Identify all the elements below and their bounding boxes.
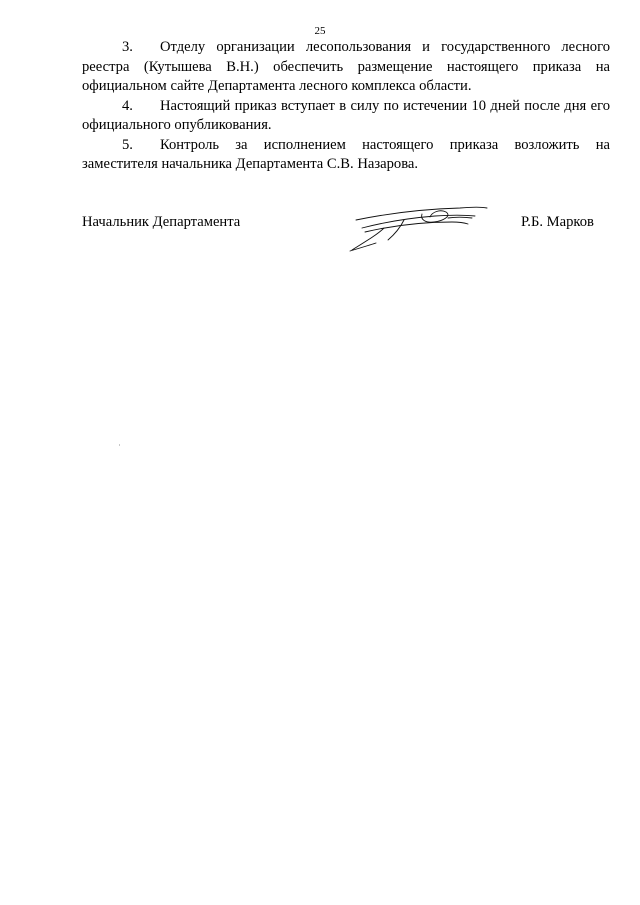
- page-number: 25: [314, 25, 326, 37]
- paragraph-4: [82, 97, 610, 136]
- paragraph-number: 4.: [122, 97, 133, 114]
- signatory-position: Начальник Департамента: [82, 214, 241, 230]
- paragraph-number: 5.: [122, 136, 133, 153]
- handwritten-signature: [340, 198, 500, 258]
- signatory-name: Р.Б. Марков: [521, 214, 594, 230]
- paragraph-text: Настоящий приказ вступает в силу по истечении 10 дней после дня его официального опубликования.: [82, 97, 610, 133]
- paragraph-text: Контроль за исполнением настоящего приказа возложить на заместителя начальника Департамента С.В. Назарова.: [82, 136, 610, 172]
- paragraph-3: [82, 38, 610, 97]
- document-body: [82, 38, 610, 175]
- paragraph-text: Отделу организации лесопользования и государственного лесного реестра (Кутышева В.Н.) обеспечить размещение настоящего приказа на официальном сайте Департамента лесного комплекса области.: [82, 39, 610, 94]
- paragraph-5: [82, 136, 610, 175]
- scan-speck: [119, 444, 120, 446]
- paragraph-number: 3.: [122, 39, 133, 55]
